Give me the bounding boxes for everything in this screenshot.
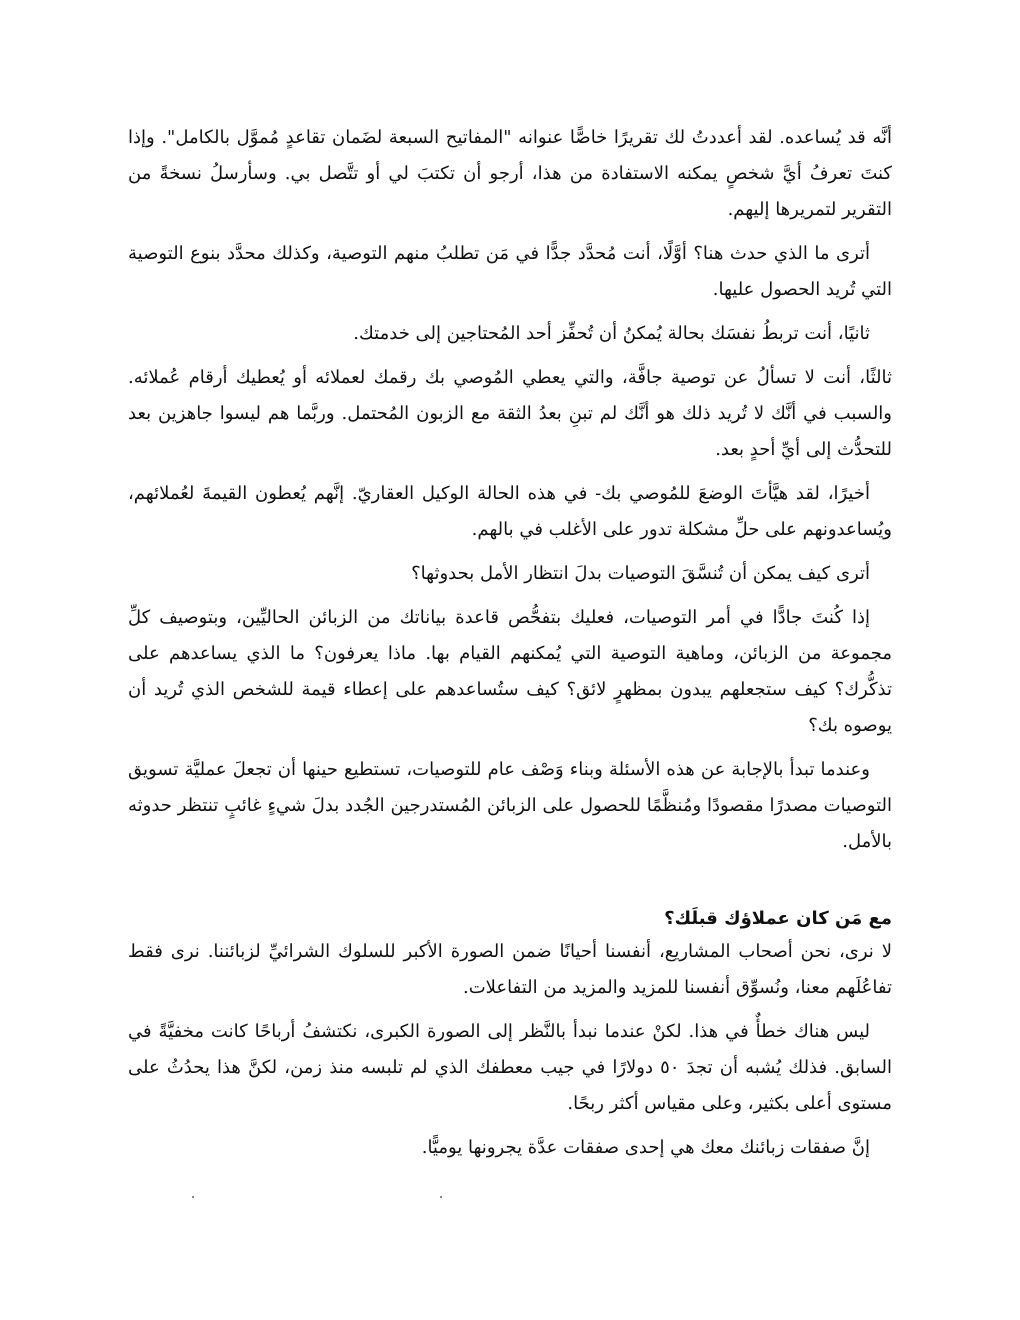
footer-artifacts bbox=[190, 1196, 450, 1200]
paragraph-customer-deals: إنَّ صفقات زبائنك معك هي إحدى صفقات عدَّة يجرونها يوميًّا. bbox=[421, 1137, 870, 1158]
footer-dot bbox=[440, 1196, 442, 1198]
section-heading: مع مَن كان عملاؤك قبلَك؟ bbox=[664, 908, 892, 929]
paragraph-report-offer: أنَّه قد يُساعده. لقد أعددتُ لك تقريرًا خاصًّا عنوانه "المفاتيح السبعة لضَمان تقاعدٍ مُموَّل بالكامل". وإذا كنتَ تعرفُ أيَّ شخصٍ يمكنه الاستفادة من هذا، أرجو أن تكتبَ لي أو تتَّصل بي. وسأرسلُ نسخةً من التقرير لتمريرها إليهم. bbox=[128, 127, 892, 220]
paragraph-second-point: ثانيًا، أنت تربطُ نفسَك بحالة يُمكنُ أن تُحفِّز أحد المُحتاجين إلى خدمتك. bbox=[353, 323, 870, 344]
paragraph-serious-referrals: إذا كُنتَ جادًّا في أمر التوصيات، فعليك بتفحُّص قاعدة بياناتك من الزبائن الحاليِّين، وبتوصيف كلِّ مجموعة من الزبائن، وماهية التوصية التي يُمكنهم القيام بها. ماذا يعرفون؟ ما الذي يساعدهم على تذكُّرك؟ كيف ستجعلهم يبدون بمظهرٍ لائق؟ كيف ستُساعدهم على إعطاء قيمة للشخص الذي تُريد أن يوصوه بك؟ bbox=[128, 607, 892, 736]
paragraph-first-point: أترى ما الذي حدث هنا؟ أوَّلًا، أنت مُحدَّد جدًّا في مَن تطلبُ منهم التوصية، وكذلك محدَّد بنوع التوصية التي تُريد الحصول عليها. bbox=[128, 243, 892, 300]
paragraph-finally: أخيرًا، لقد هيَّأتَ الوضعَ للمُوصي بك- في هذه الحالة الوكيل العقاريّ. إنَّهم يُعطون القيمةَ لعُملائهم، ويُساعدونهم على حلِّ مشكلة تدور على الأغلب في بالهم. bbox=[128, 483, 892, 540]
document-page bbox=[128, 120, 892, 1174]
paragraph-answering-questions: وعندما تبدأ بالإجابة عن هذه الأسئلة وبناء وَصْف عام للتوصيات، تستطيع حينها أن تجعلَ عمليَّة تسويق التوصيات مصدرًا مقصودًا ومُنظَّمًا للحصول على الزبائن المُستدرجين الجُدد بدلَ شيءٍ غائبٍ تنتظر حدوثه بالأمل. bbox=[128, 759, 892, 852]
footer-dot bbox=[192, 1196, 194, 1198]
paragraph-third-point: ثالثًا، أنت لا تسألُ عن توصية جافَّة، والتي يعطي المُوصي بك رقمك لعملائه أو يُعطيك أرقام عُملائه. والسبب في أنَّك لا تُريد ذلك هو أنَّك لم تبنِ بعدُ الثقة مع الزبون المُحتمل. وربَّما هم ليسوا جاهزين بعد للتحدُّث إلى أيِّ أحدٍ بعد. bbox=[128, 367, 892, 460]
paragraph-coordinate-question: أترى كيف يمكن أن تُنسَّقَ التوصيات بدلَ انتظار الأمل بحدوثها؟ bbox=[411, 563, 870, 584]
paragraph-hidden-profits: ليس هناك خطأٌ في هذا. لكنْ عندما نبدأ بالنَّظر إلى الصورة الكبرى، نكتشفُ أرباحًا كانت مخفيَّةً في السابق. فذلك يُشبه أن تجدَ ٥٠ دولارًا في جيب معطفك الذي لم تلبسه منذ زمن، لكنَّ هذا يحدُثُ على مستوى أعلى بكثير، وعلى مقياس أكثر ربحًا. bbox=[128, 1021, 892, 1114]
paragraph-bigger-picture: لا نرى، نحن أصحاب المشاريع، أنفسنا أحيانًا ضمن الصورة الأكبر للسلوك الشرائيِّ لزبائننا. نرى فقط تفاعُلَهم معنا، ونُسوِّق أنفسنا للمزيد والمزيد من التفاعلات. bbox=[128, 941, 892, 998]
